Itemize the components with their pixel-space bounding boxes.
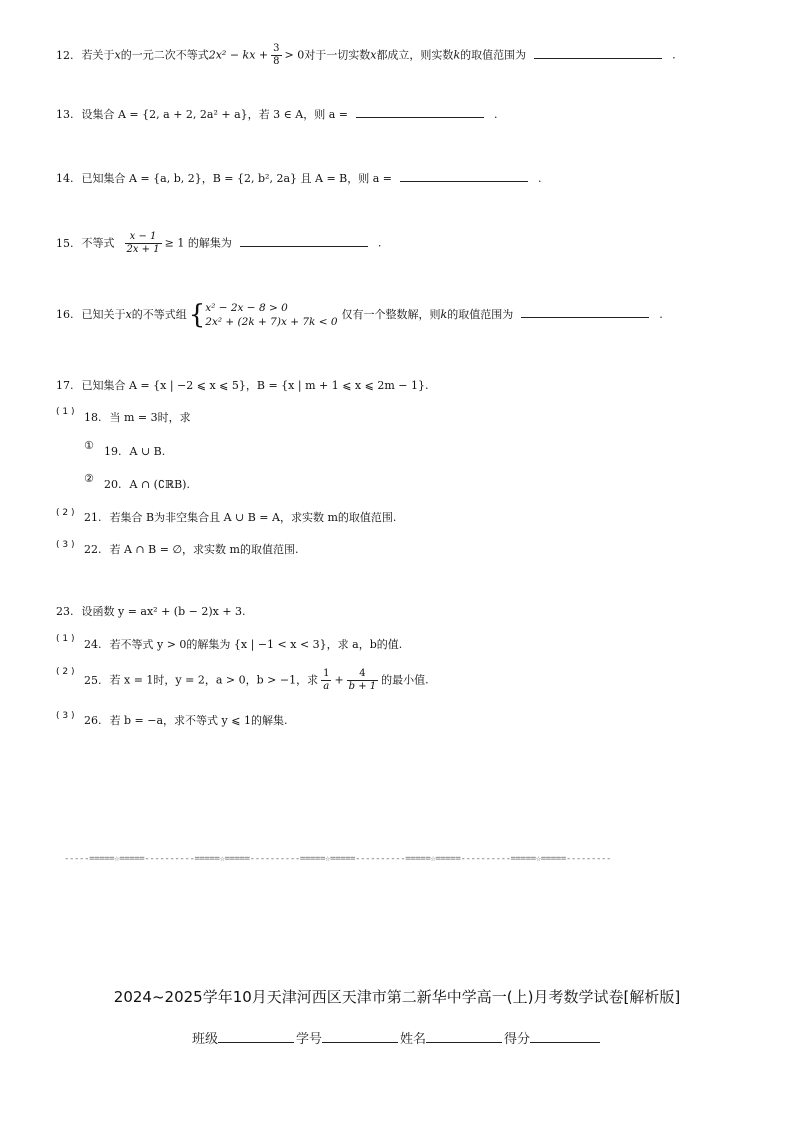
name-field — [400, 1028, 504, 1047]
answer-blank[interactable] — [356, 107, 484, 118]
question-text: 的取值范围为 — [447, 308, 514, 321]
answer-blank[interactable] — [240, 236, 368, 247]
question-text: 已知集合 A = {x | −2 ⩽ x ⩽ 5}，B = {x | m + 1 ⩽ x ⩽ 2m − 1}. — [81, 379, 429, 392]
question-text: 当 m = 3时，求 — [109, 411, 191, 424]
period: . — [672, 48, 676, 62]
brace: { — [188, 300, 206, 330]
var: x — [114, 48, 121, 62]
class-field — [192, 1028, 296, 1047]
fraction — [347, 668, 379, 693]
sub-question-19 — [104, 445, 165, 459]
answer-blank[interactable] — [400, 171, 528, 182]
question-text: 若不等式 y > 0的解集为 {x | −1 < x < 3}，求 a，b的值. — [109, 638, 403, 651]
question-number: 16. — [56, 308, 74, 321]
question-text: 对于一切实数 — [304, 48, 371, 62]
question-number: 24. — [84, 638, 102, 651]
question-23 — [56, 605, 246, 619]
class-input[interactable] — [218, 1030, 294, 1043]
score-label: 得分 — [504, 1032, 531, 1047]
question-text: 仅有一个整数解，则 — [341, 308, 441, 321]
period: . — [493, 108, 498, 121]
question-16 — [56, 301, 663, 329]
question-12 — [56, 43, 676, 68]
question-text: 若 A ∩ B = ∅，求实数 m的取值范围. — [109, 543, 299, 556]
frac-num: 3 — [273, 43, 280, 54]
sub-question-18 — [84, 411, 191, 425]
var: x — [125, 308, 132, 321]
question-number: 20. — [104, 478, 122, 491]
question-number: 22. — [84, 543, 102, 556]
question-text: 的最小值. — [381, 673, 429, 687]
fraction — [125, 231, 162, 256]
question-number: 25. — [84, 673, 102, 687]
question-text: 若关于 — [81, 48, 115, 62]
question-text: A ∪ B. — [129, 445, 166, 458]
student-info-row — [0, 1028, 794, 1047]
var: k — [453, 48, 461, 62]
score-input[interactable] — [530, 1030, 600, 1043]
exam-title: 2024~2025学年10月天津河西区天津市第二新华中学高一(上)月考数学试卷[解析版] — [113, 988, 681, 1006]
question-text: 若 b = −a，求不等式 y ⩽ 1的解集. — [109, 714, 288, 727]
question-15 — [56, 231, 381, 256]
answer-blank[interactable] — [521, 307, 649, 318]
sub-question-24 — [84, 638, 402, 652]
circle-number: ② — [84, 472, 94, 485]
question-number: 12. — [56, 48, 74, 62]
frac-num: x − 1 — [125, 231, 162, 244]
question-text: 的不等式组 — [131, 308, 187, 321]
question-text: 已知关于 — [81, 308, 126, 321]
part-tag: ( 3 ) — [56, 540, 75, 550]
question-14 — [56, 171, 542, 186]
var: x — [370, 48, 377, 62]
page-divider: -----=====☆=====----------=====☆=====----------=====☆=====----------=====☆=====----------=====☆=====--------- — [64, 854, 612, 864]
question-number: 14. — [56, 172, 74, 185]
frac-den: b + 1 — [348, 681, 377, 692]
answer-blank[interactable] — [534, 48, 662, 59]
sub-question-21 — [84, 511, 396, 525]
score-field — [504, 1028, 602, 1047]
circle-number: ① — [84, 439, 94, 452]
part-tag: ( 2 ) — [56, 667, 75, 677]
question-17 — [56, 379, 428, 393]
question-13 — [56, 107, 497, 122]
frac-den: 8 — [273, 56, 280, 67]
question-number: 13. — [56, 108, 74, 121]
period: . — [377, 236, 382, 250]
id-field — [296, 1028, 400, 1047]
question-text: 已知集合 A = {a, b, 2}，B = {2, b², 2a} 且 A = B，则 a = — [81, 172, 393, 185]
question-text: ≥ 1 的解集为 — [164, 236, 232, 250]
id-label: 学号 — [295, 1032, 322, 1047]
part-tag: ( 1 ) — [56, 407, 75, 417]
plus-sign: + — [334, 673, 344, 687]
frac-den: a — [323, 681, 330, 692]
part-tag: ( 2 ) — [56, 508, 75, 518]
var: k — [440, 308, 448, 321]
system-rows — [205, 301, 337, 329]
name-label: 姓名 — [400, 1032, 427, 1047]
question-text: 都成立，则实数 — [376, 48, 454, 62]
part-tag: ( 1 ) — [56, 634, 75, 644]
math-expr: > 0 — [284, 48, 305, 62]
name-input[interactable] — [426, 1030, 502, 1043]
class-label: 班级 — [191, 1032, 218, 1047]
system-row: 2x² + (2k + 7)x + 7k < 0 — [205, 316, 338, 328]
fraction — [321, 668, 331, 693]
question-number: 23. — [56, 605, 74, 618]
period: . — [659, 308, 663, 321]
question-text: A ∩ (∁ℝB). — [129, 478, 190, 491]
question-text: 不等式 — [81, 236, 115, 250]
question-number: 26. — [84, 714, 102, 727]
fraction — [271, 43, 281, 68]
part-tag: ( 3 ) — [56, 711, 75, 721]
question-number: 21. — [84, 511, 102, 524]
question-number: 17. — [56, 379, 74, 392]
system-row: x² − 2x − 8 > 0 — [205, 302, 288, 314]
sub-question-26 — [84, 714, 287, 728]
sub-question-20 — [104, 478, 190, 492]
sub-question-25 — [84, 668, 429, 693]
question-text: 设集合 A = {2, a + 2, 2a² + a}，若 3 ∈ A，则 a = — [81, 108, 348, 121]
sub-question-22 — [84, 543, 298, 557]
frac-num: 1 — [323, 668, 330, 679]
question-number: 18. — [84, 411, 102, 424]
question-text: 的取值范围为 — [460, 48, 527, 62]
question-number: 15. — [56, 236, 74, 250]
question-text: 的一元二次不等式 — [120, 48, 209, 62]
frac-num: 4 — [347, 668, 379, 681]
question-text: 若集合 B为非空集合且 A ∪ B = A，求实数 m的取值范围. — [109, 511, 397, 524]
question-text: 设函数 y = ax² + (b − 2)x + 3. — [81, 605, 246, 618]
frac-den: 2x + 1 — [126, 244, 160, 255]
question-number: 19. — [104, 445, 122, 458]
inequality-system — [189, 301, 338, 329]
math-expr: 2x² − kx + — [208, 48, 269, 62]
question-text: 若 x = 1时，y = 2，a > 0，b > −1，求 — [109, 673, 319, 687]
id-input[interactable] — [322, 1030, 398, 1043]
period: . — [538, 172, 542, 185]
